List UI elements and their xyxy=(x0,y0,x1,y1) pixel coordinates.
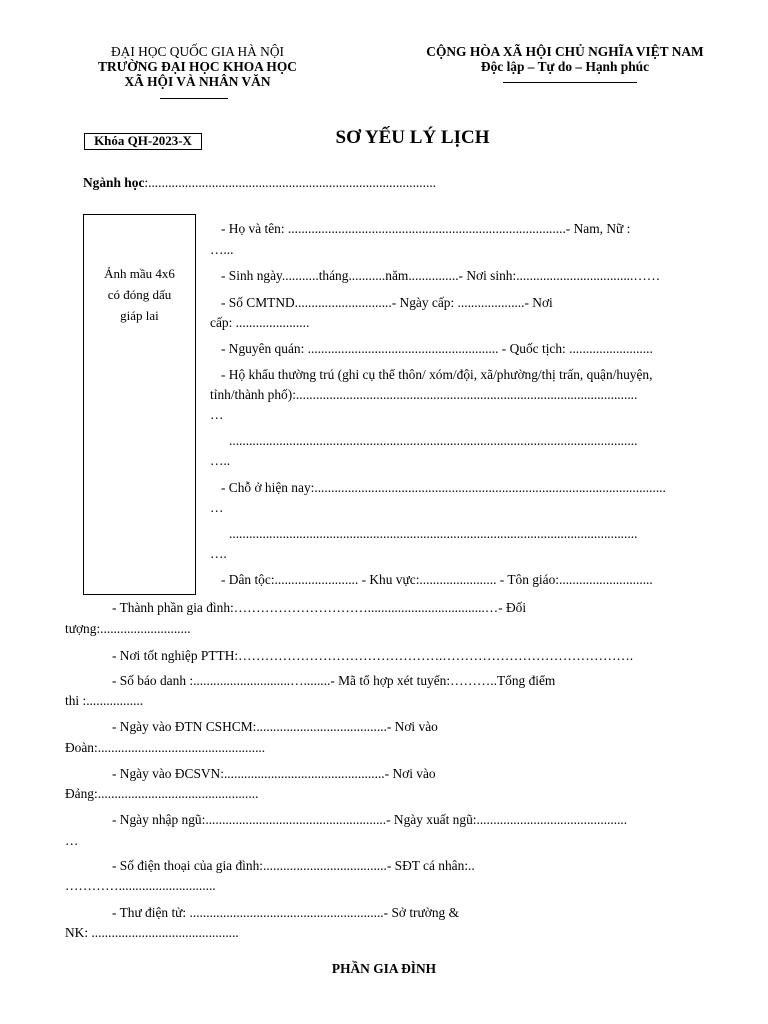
field-name[interactable]: - Họ và tên: ...................................................................................- Nam, Nữ : xyxy=(221,221,631,236)
field-ethnic[interactable]: - Dân tộc:......................... - Khu vực:....................... - Tôn giáo:............................ xyxy=(221,572,653,587)
field-military[interactable]: - Ngày nhập ngũ:......................................................- Ngày xuất ngũ:............................................. xyxy=(112,812,628,827)
field-youth-union-place[interactable]: Đoàn:.................................................. xyxy=(65,740,266,755)
field-high-school[interactable]: - Nơi tốt nghiệp PTTH:……………………………………….……………………………………. xyxy=(112,648,634,663)
motto-line: Độc lập – Tự do – Hạnh phúc xyxy=(480,59,650,74)
national-motto xyxy=(405,44,725,74)
field-origin[interactable]: - Nguyên quán: ......................................................... - Quốc tịch: ......................... xyxy=(221,341,653,356)
photo-line: có đóng dấu xyxy=(107,287,172,302)
field-exam-number[interactable]: - Số báo danh :.............................…........- Mã tổ hợp xét tuyển:………..Tổng điểm xyxy=(112,673,556,688)
field-household-cont: … xyxy=(210,407,224,422)
faculty-line-2: XÃ HỘI VÀ NHÂN VĂN xyxy=(124,74,271,89)
field-phone[interactable]: - Số điện thoại của gia đình:.....................................- SĐT cá nhân:.. xyxy=(112,858,475,873)
header-right-underline xyxy=(503,82,637,83)
photo-line: giáp lai xyxy=(120,308,159,323)
field-current-line-2[interactable]: .......................................................................................................................... xyxy=(229,526,638,541)
field-party-place[interactable]: Đảng:................................................ xyxy=(65,786,259,801)
field-current-cont: … xyxy=(210,500,224,515)
photo-placeholder xyxy=(83,214,196,595)
field-id-place[interactable]: cấp: ...................... xyxy=(210,315,310,330)
section-heading-family: PHẦN GIA ĐÌNH xyxy=(331,961,437,976)
field-exam-score[interactable]: thi :................. xyxy=(65,693,144,708)
field-household-cont-2: ….. xyxy=(210,453,231,468)
major-line xyxy=(83,175,436,191)
major-label: Ngành học xyxy=(83,175,145,190)
header-left-underline xyxy=(160,98,228,99)
field-email[interactable]: - Thư điện tử: ..........................................................- Sở trường & xyxy=(112,905,460,920)
field-youth-union[interactable]: - Ngày vào ĐTN CSHCM:.......................................- Nơi vào xyxy=(112,719,438,734)
photo-line: Ảnh mầu 4x6 xyxy=(104,266,175,281)
country-name: CỘNG HÒA XÃ HỘI CHỦ NGHĨA VIỆT NAM xyxy=(426,44,704,59)
major-dots: :...................................................................................... xyxy=(144,175,437,190)
field-family-target[interactable]: tượng:........................... xyxy=(65,621,191,636)
field-birth[interactable]: - Sinh ngày...........tháng...........năm...............- Nơi sinh:...................................…… xyxy=(221,268,661,283)
field-id-card[interactable]: - Số CMTND.............................- Ngày cấp: ....................- Nơi xyxy=(221,295,553,310)
field-military-cont: … xyxy=(65,833,79,848)
field-current-address[interactable]: - Chỗ ở hiện nay:......................................................................................................... xyxy=(221,480,666,495)
field-household-line[interactable]: tỉnh/thành phố):...................................................................................................... xyxy=(210,387,638,402)
photo-instructions xyxy=(84,263,195,326)
university-line: ĐẠI HỌC QUỐC GIA HÀ NỘI xyxy=(111,44,284,59)
field-household-line-2[interactable]: .......................................................................................................................... xyxy=(229,433,638,448)
field-name-cont: …... xyxy=(210,242,234,257)
field-family-class[interactable]: - Thành phần gia đình:…………………………...................................…- Đối xyxy=(112,600,527,615)
field-phone-personal[interactable]: …………............................. xyxy=(65,878,216,893)
university-name xyxy=(70,44,325,89)
course-badge: Khóa QH-2023-X xyxy=(84,133,202,150)
field-household: - Hộ khẩu thường trú (ghi cụ thể thôn/ xóm/đội, xã/phường/thị trấn, quận/huyện, xyxy=(221,367,653,382)
faculty-line: TRƯỜNG ĐẠI HỌC KHOA HỌC xyxy=(98,59,297,74)
field-talents[interactable]: NK: ............................................ xyxy=(65,925,239,940)
page-title: SƠ YẾU LÝ LỊCH xyxy=(335,127,490,148)
field-current-cont-2: …. xyxy=(210,546,227,561)
field-party[interactable]: - Ngày vào ĐCSVN:................................................- Nơi vào xyxy=(112,766,436,781)
